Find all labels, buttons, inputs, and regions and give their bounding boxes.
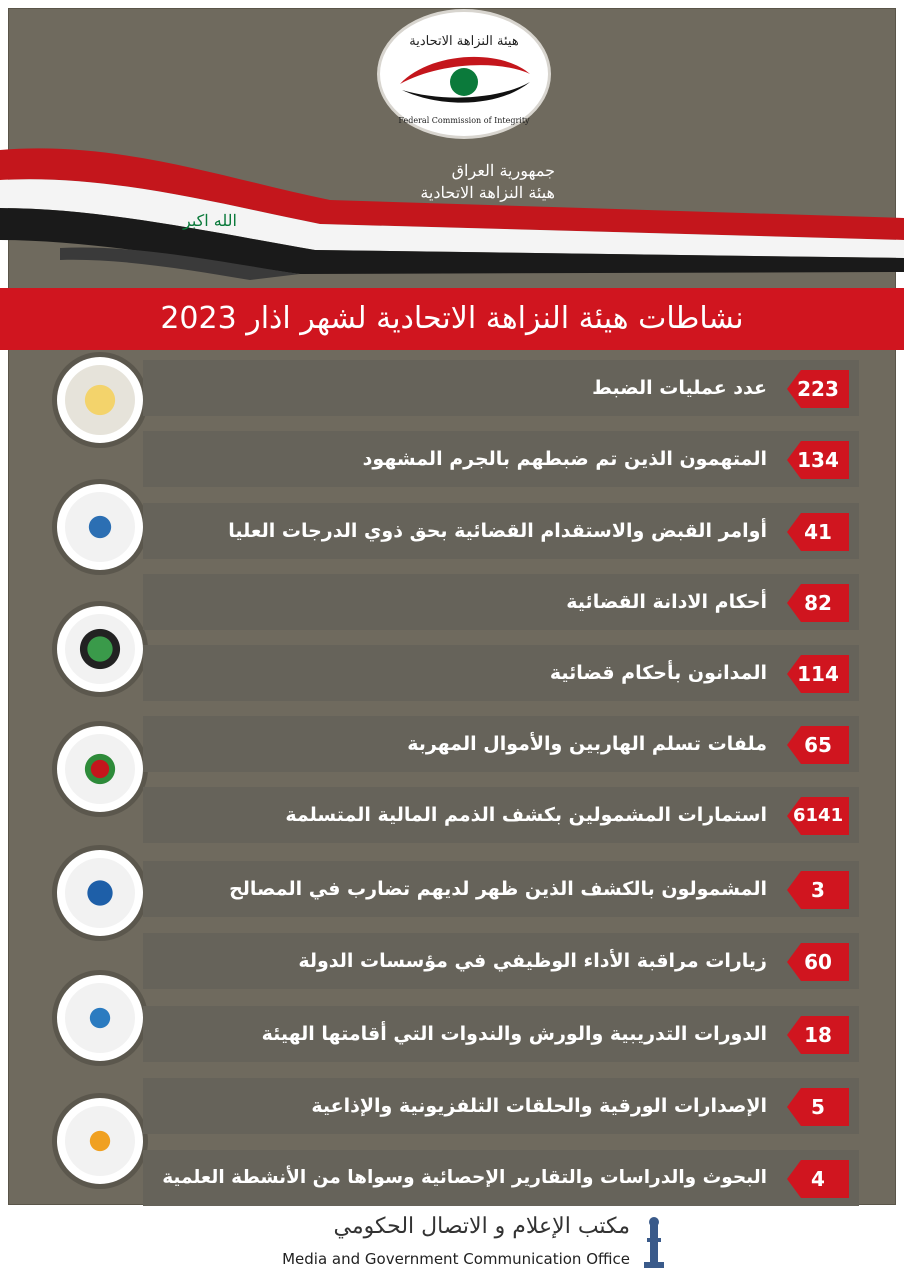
extradition-office-logo [57, 850, 143, 936]
education-office-logo [57, 484, 143, 570]
stat-value: 4 [811, 1167, 825, 1191]
stat-value: 3 [811, 878, 825, 902]
investigations-logo [57, 357, 143, 443]
stat-row [143, 861, 859, 917]
stat-row [143, 503, 859, 559]
stat-value: 223 [797, 377, 839, 401]
stat-label: المشمولون بالكشف الذين ظهر لديهم تضارب في المصالح [229, 878, 767, 900]
stat-label: الإصدارات الورقية والحلقات التلفزيونية والإذاعية [311, 1095, 767, 1117]
stat-value: 82 [804, 591, 832, 615]
stat-value-arrow [787, 943, 849, 981]
svg-text:الله اكبر: الله اكبر [183, 211, 237, 230]
stat-row [143, 1078, 859, 1134]
stat-value: 60 [804, 950, 832, 974]
title-banner [0, 288, 904, 350]
stat-value-arrow [787, 513, 849, 551]
minaret-icon [636, 1214, 672, 1272]
organization-name [330, 160, 555, 204]
academy-logo [57, 975, 143, 1061]
stat-row [143, 1150, 859, 1206]
emblem-english-text: Federal Commission of Integrity [398, 116, 530, 125]
stat-value: 114 [797, 662, 839, 686]
stat-value: 18 [804, 1023, 832, 1047]
footer [0, 1206, 904, 1280]
stat-row [143, 716, 859, 772]
commission-name: هيئة النزاهة الاتحادية [420, 183, 555, 202]
stat-row [143, 1006, 859, 1062]
footer-arabic-text: مكتب الإعلام و الاتصال الحكومي [333, 1214, 630, 1239]
stat-value: 65 [804, 733, 832, 757]
stat-label: زيارات مراقبة الأداء الوظيفي في مؤسسات الدولة [298, 950, 767, 972]
stat-value-arrow [787, 1088, 849, 1126]
planning-office-logo [57, 1098, 143, 1184]
stat-value-arrow [787, 871, 849, 909]
stat-row [143, 431, 859, 487]
stat-row [143, 574, 859, 630]
stat-value-arrow [787, 726, 849, 764]
stat-value-arrow [787, 797, 849, 835]
stat-value-arrow [787, 1160, 849, 1198]
emblem-arabic-text: هيئة النزاهة الاتحادية [409, 34, 519, 49]
stat-label: البحوث والدراسات والتقارير الإحصائية وسواها من الأنشطة العلمية [162, 1167, 767, 1188]
stat-value-arrow [787, 1016, 849, 1054]
stat-value-arrow [787, 655, 849, 693]
stat-label: المتهمون الذين تم ضبطهم بالجرم المشهود [362, 448, 767, 470]
stat-value: 134 [797, 448, 839, 472]
stat-value: 6141 [793, 805, 844, 826]
stat-value: 5 [811, 1095, 825, 1119]
stat-row [143, 360, 859, 416]
page-title: نشاطات هيئة النزاهة الاتحادية لشهر اذار 2023 [160, 301, 744, 336]
stat-row [143, 933, 859, 989]
stat-value-arrow [787, 370, 849, 408]
stat-label: أحكام الادانة القضائية [566, 591, 767, 613]
stat-label: أوامر القبض والاستقدام القضائية بحق ذوي الدرجات العليا [228, 520, 767, 542]
stat-value: 41 [804, 520, 832, 544]
stat-label: المدانون بأحكام قضائية [549, 662, 767, 684]
recovery-logo [57, 726, 143, 812]
commission-emblem [380, 12, 548, 136]
stat-row [143, 787, 859, 843]
stat-label: عدد عمليات الضبط [592, 377, 767, 399]
country-name: جمهورية العراق [451, 161, 555, 180]
stat-value-arrow [787, 441, 849, 479]
prevention-logo [57, 606, 143, 692]
footer-english-text: Media and Government Communication Office [282, 1250, 630, 1268]
stat-value-arrow [787, 584, 849, 622]
stat-label: الدورات التدريبية والورش والندوات التي أقامتها الهيئة [261, 1023, 767, 1045]
stat-label: ملفات تسلم الهاربين والأموال المهربة [407, 733, 767, 755]
stat-row [143, 645, 859, 701]
stat-label: استمارات المشمولين بكشف الذمم المالية المتسلمة [285, 804, 767, 826]
